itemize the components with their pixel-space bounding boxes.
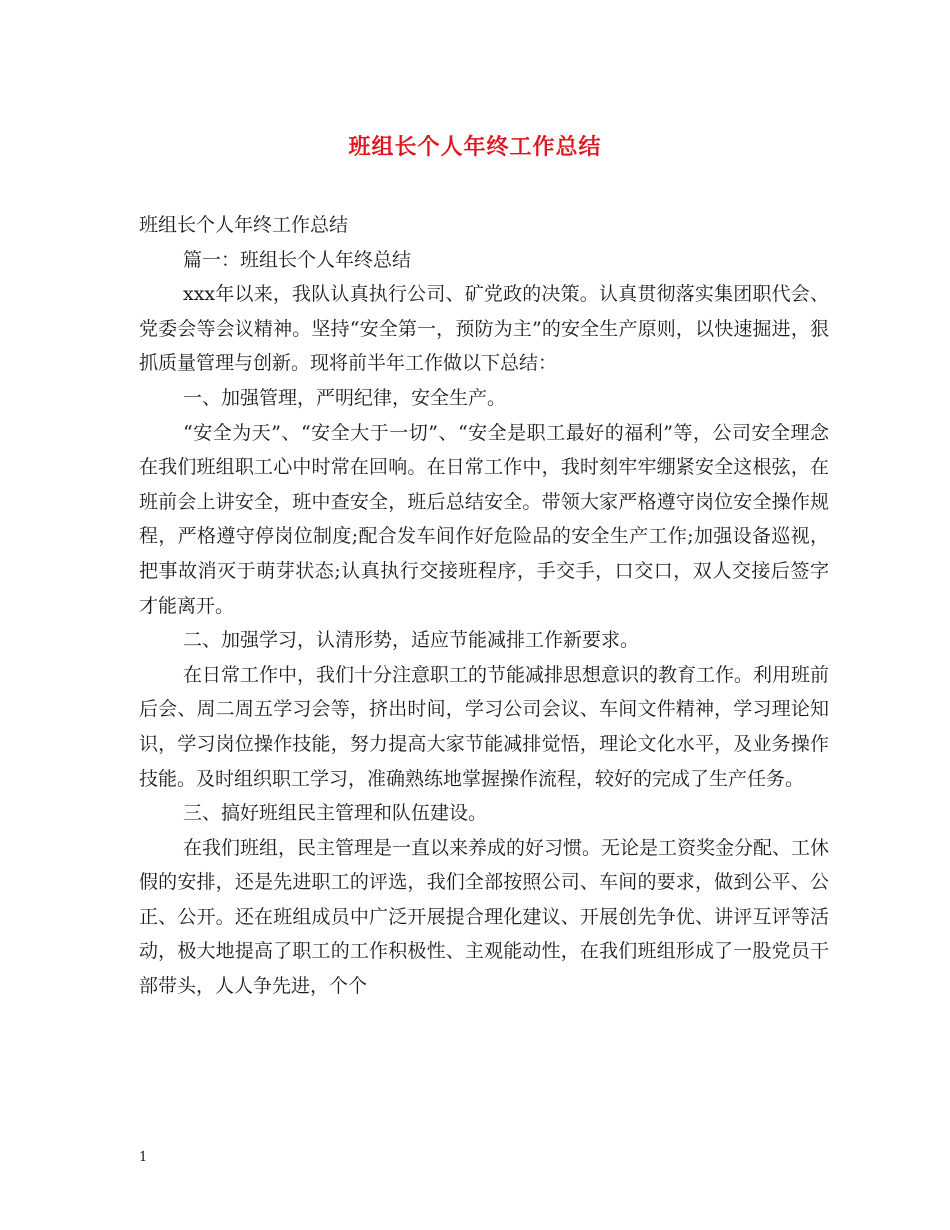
- paragraph-democracy: 在我们班组，民主管理是一直以来养成的好习惯。无论是工资奖金分配、工休假的安排，还是先进职工的评选，我们全部按照公司、车间的要求，做到公平、公正、公开。还在班组成员中广泛开展提合理化建议、开展创先争优、讲评互评等活动，极大地提高了职工的工作积极性、主观能动性，在我们班组形成了一股党员干部带头，人人争先进，个个: [139, 836, 830, 998]
- document-body: [139, 208, 829, 1004]
- document-title: 班组长个人年终工作总结: [348, 134, 602, 160]
- section-heading-3: 三、搞好班组民主管理和队伍建设。: [183, 802, 488, 825]
- section-heading-1: 一、加强管理，严明纪律，安全生产。: [183, 386, 507, 409]
- paragraph-heading: 班组长个人年终工作总结: [139, 214, 349, 236]
- page-number: 1: [139, 1150, 148, 1165]
- paragraph-chapter-title: 篇一：班组长个人年终总结: [183, 248, 412, 271]
- section-heading-2: 二、加强学习，认清形势，适应节能减排工作新要求。: [183, 629, 640, 652]
- paragraph-intro: xxx年以来，我队认真执行公司、矿党政的决策。认真贯彻落实集团职代会、党委会等会议精神。坚持“安全第一，预防为主”的安全生产原则，以快速掘进，狠抓质量管理与创新。现将前半年工作做以下总结：: [139, 283, 829, 375]
- paragraph-learning: 在日常工作中，我们十分注意职工的节能减排思想意识的教育工作。利用班前后会、周二周五学习会等，挤出时间，学习公司会议、车间文件精神，学习理论知识，学习岗位操作技能，努力提高大家节能减排觉悟，理论文化水平，及业务操作技能。及时组织职工学习，准确熟练地掌握操作流程，较好的完成了生产任务。: [139, 663, 830, 790]
- paragraph-safety: “安全为天”、“安全大于一切”、“安全是职工最好的福利”等，公司安全理念在我们班组职工心中时常在回响。在日常工作中，我时刻牢牢绷紧安全这根弦，在班前会上讲安全，班中查安全，班后总结安全。带领大家严格遵守岗位安全操作规程，严格遵守停岗位制度;配合发车间作好危险品的安全生产工作;加强设备巡视，把事故消灭于萌芽状态;认真执行交接班程序，手交手，口交口，双人交接后签字才能离开。: [139, 421, 829, 617]
